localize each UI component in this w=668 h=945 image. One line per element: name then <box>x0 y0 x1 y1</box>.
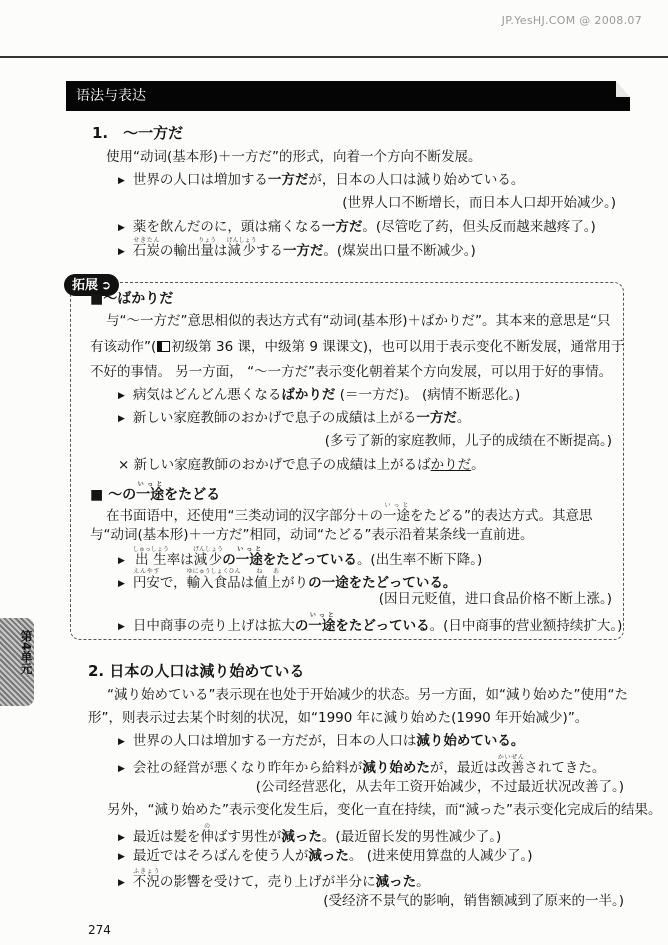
text-segment: 減り始めている。 <box>416 733 525 749</box>
header-rule <box>0 56 668 58</box>
wrong-example <box>118 455 485 475</box>
arrow-icon: ➲ <box>101 278 112 292</box>
ruby-text <box>497 754 525 776</box>
text-segment: (世界人口不断增长，而日本人口却开始减少。) <box>342 195 616 211</box>
text-segment: 1. ～一方だ <box>92 124 184 142</box>
text-segment <box>497 754 525 776</box>
example-translation <box>342 193 616 213</box>
furigana: いっと <box>383 502 410 509</box>
text-segment: 2. 日本の人口は減り始めている <box>88 662 305 680</box>
text-segment: 新しい家庭教師のおかげで息子の成績は上がる <box>132 410 417 426</box>
text-segment <box>132 237 160 259</box>
text-segment: の影響を受けて，売り上げが半分に <box>159 874 376 890</box>
text-segment <box>308 612 336 634</box>
text-segment: されてきた。 <box>524 760 606 776</box>
text-segment: 不好的事情。 另一方面， “～一方だ”表示变化朝着某个方向发展，可以用于好的事情。 <box>90 364 613 380</box>
furigana: ゆにゅうしょくひん <box>186 568 241 575</box>
text-segment: (公司经营恶化，从去年工资开始减少，不过最近状况改善了。) <box>255 779 624 795</box>
furigana: いっと <box>235 546 263 553</box>
ruby-base: 減少 <box>226 243 257 259</box>
bullet-icon: ▶ <box>118 391 125 401</box>
text-segment: 。(出生率不断下降。) <box>356 552 483 568</box>
text-segment: 最近は髪を <box>132 829 201 845</box>
text-segment: 。(日中商事的营业额持续扩大。) <box>429 618 623 634</box>
example-sentence <box>118 385 520 406</box>
text-segment: の <box>294 618 309 634</box>
bullet-icon: ▶ <box>118 764 125 774</box>
unit-side-tab <box>0 618 34 706</box>
example-sentence <box>118 868 430 893</box>
text-segment: 減った <box>308 848 349 864</box>
furigana: ふきょう <box>132 868 160 875</box>
furigana: げんしょう <box>192 546 223 553</box>
paragraph-line <box>88 708 588 728</box>
text-segment: ■ ～の <box>90 487 137 503</box>
bullet-icon: ▶ <box>118 737 125 747</box>
text-segment: 形”，则表示过去某个时刻的状况，如“1990 年に減り始めた(1990 年开始减少)”。 <box>88 710 589 726</box>
text-segment: 一方だ <box>282 243 324 259</box>
text-segment: ばかりだ <box>281 387 336 403</box>
paragraph-line <box>90 525 534 545</box>
text-segment: が，最近は <box>429 760 498 776</box>
text-segment: の一途をたどっている。 <box>308 575 457 591</box>
furigana: の <box>200 823 214 830</box>
text-segment: 会社の経営が悪くなり昨年から給料が <box>132 760 363 776</box>
text-segment <box>132 546 169 568</box>
text-segment: 一方だ <box>321 219 363 235</box>
text-segment: 初级第 36 课，中级第 9 课课文)，也可以用于表示变化不断发展，通常用于 <box>171 339 625 355</box>
watermark: JP.YesHJ.COM @ 2008.07 <box>501 14 642 27</box>
ruby-base: 石炭 <box>132 243 160 259</box>
ruby-text <box>132 868 160 890</box>
text-segment <box>136 481 165 503</box>
text-segment: 。 <box>471 457 485 473</box>
text-segment: をたどる”的表达方式。其意思 <box>410 508 593 524</box>
text-segment: 世界の人口は増加する <box>132 172 268 188</box>
text-segment: “減り始めている”表示现在也处于开始减少的状态。另一方面，如“減り始めた”使用“た <box>107 687 628 703</box>
text-segment <box>186 568 241 591</box>
ruby-base: 円安 <box>132 575 160 591</box>
ruby-text <box>383 502 410 524</box>
text-segment: 減り始めた <box>362 760 430 776</box>
example-sentence <box>118 846 533 867</box>
section-banner <box>66 81 630 111</box>
furigana: せきたん <box>132 237 160 244</box>
text-segment <box>132 868 160 890</box>
furigana: いっと <box>136 481 165 488</box>
book-icon <box>157 341 170 352</box>
text-segment: で， <box>159 575 187 591</box>
ruby-base: 減少 <box>192 552 223 568</box>
text-segment: × 新しい家庭教師のおかげで息子の成績は上がるば <box>118 457 431 473</box>
bullet-icon: ▶ <box>118 247 125 257</box>
text-segment: は <box>240 575 255 591</box>
section2-heading <box>88 661 304 681</box>
paragraph-line <box>107 800 661 820</box>
ruby-text <box>254 568 282 591</box>
example-translation <box>256 777 624 797</box>
text-segment: (多亏了新的家庭教师，儿子的成绩在不断提高。) <box>324 433 612 449</box>
ruby-text <box>132 568 160 591</box>
text-segment: ばす男性が <box>213 829 282 845</box>
furigana: りょう <box>198 237 217 244</box>
ruby-base: 伸 <box>200 829 214 845</box>
text-segment: 。(尽管吃了药，但头反而越来越疼了。) <box>362 219 596 235</box>
furigana: えんやす <box>132 568 160 575</box>
bullet-icon: ▶ <box>118 878 125 888</box>
example-sentence <box>118 170 524 191</box>
ruby-text <box>198 237 217 259</box>
section1-heading <box>92 123 183 143</box>
text-segment: 減った <box>375 874 417 890</box>
text-segment: 減った <box>281 829 322 845</box>
ruby-text <box>200 823 214 845</box>
text-segment: 。(煤炭出口量不断减少。) <box>323 243 476 259</box>
ruby-text <box>192 546 223 568</box>
ruby-base: 不況 <box>132 874 160 890</box>
ruby-text <box>226 237 257 259</box>
text-segment: 与“动词(基本形)＋一方だ”相同，动词“たどる”表示沿着某条线一直前进。 <box>90 527 534 543</box>
text-segment: の輸出 <box>159 243 201 259</box>
furigana: かいぜん <box>497 754 525 761</box>
text-segment: 与“～一方だ”意思相似的表达方式有“动词(基本形)＋ばかりだ”。其本来的意思是“只 <box>106 313 611 329</box>
text-segment: 最近ではそろばんを使う人が <box>132 848 309 864</box>
example-translation <box>379 589 612 609</box>
folded-corner-icon <box>616 81 630 97</box>
ruby-base: 輸入食品 <box>186 575 241 591</box>
ruby-text <box>235 546 263 568</box>
page-number: 274 <box>88 923 111 937</box>
text-segment: する <box>255 243 283 259</box>
example-sentence <box>118 237 476 262</box>
example-translation <box>325 431 612 451</box>
text-segment <box>132 568 160 591</box>
furigana: げんしょう <box>226 237 257 244</box>
text-segment: ■～ばかりだ <box>90 291 174 307</box>
text-segment: 世界の人口は増加する一方だが，日本の人口は <box>132 733 417 749</box>
ruby-base: 一途 <box>383 508 410 524</box>
furigana: ね あ <box>254 568 282 575</box>
text-segment: の <box>222 552 236 568</box>
furigana: いっと <box>308 612 336 619</box>
text-segment: 有该动作”( <box>90 339 157 355</box>
text-segment: 。(最近留长发的男性减少了。) <box>321 829 502 845</box>
paragraph-line <box>106 502 593 526</box>
ruby-base: 改善 <box>497 760 525 776</box>
text-segment: がり <box>281 575 309 591</box>
ruby-text <box>132 237 160 259</box>
paragraph-line <box>107 685 628 705</box>
example-sentence <box>118 217 596 238</box>
text-segment <box>383 502 410 524</box>
paragraph-line <box>90 337 624 357</box>
text-segment: (受经济不景气的影响，销售额减到了原来的一半。) <box>323 893 624 909</box>
text-segment: をたどっている <box>335 618 430 634</box>
banner-title: 语法与表达 <box>76 88 146 104</box>
text-segment: 一方だ <box>416 410 457 426</box>
badge-label: 拓展 <box>72 278 99 293</box>
text-segment: 一方だ <box>267 172 309 188</box>
ruby-base: 一途 <box>308 618 336 634</box>
example-sentence <box>118 754 605 779</box>
text-segment: かりだ <box>430 457 472 473</box>
text-segment: 。 <box>456 410 471 426</box>
bullet-icon: ▶ <box>118 579 125 589</box>
furigana: しゅっしょう <box>132 546 169 553</box>
ruby-text <box>132 546 169 568</box>
example-sentence <box>118 612 622 637</box>
ruby-base: 値上 <box>254 575 282 591</box>
text-segment: 使用“动词(基本形)＋一方だ”的形式，向着一个方向不断发展。 <box>106 149 482 165</box>
text-segment <box>254 568 282 591</box>
text-segment <box>200 823 214 845</box>
text-segment: (因日元贬值，进口食品价格不断上涨。) <box>378 591 612 607</box>
text-segment: が，日本の人口は減り始めている。 <box>308 172 525 188</box>
text-segment <box>226 237 257 259</box>
bullet-icon: ▶ <box>118 556 125 566</box>
section1-desc <box>106 147 482 167</box>
text-segment: 薬を飲んだのに，頭は痛くなる <box>132 219 322 235</box>
example-sentence <box>118 731 524 752</box>
example-sentence <box>118 408 470 429</box>
text-segment: 。 (进来使用算盘的人减少了。) <box>348 848 533 864</box>
ruby-text <box>186 568 241 591</box>
bullet-icon: ▶ <box>118 176 125 186</box>
text-segment: 率は <box>166 552 194 568</box>
bullet-icon: ▶ <box>118 223 125 233</box>
text-segment: をたどる <box>164 487 221 503</box>
sub1-title <box>90 289 173 309</box>
ruby-text <box>308 612 336 634</box>
text-segment: は <box>213 243 228 259</box>
text-segment <box>198 237 217 259</box>
ruby-base: 一途 <box>136 487 165 503</box>
example-translation <box>323 891 624 911</box>
bullet-icon: ▶ <box>118 833 125 843</box>
text-segment: (＝一方だ)。 (病情不断恶化。) <box>335 387 521 403</box>
bullet-icon: ▶ <box>118 414 125 424</box>
ruby-base: 一途 <box>235 552 263 568</box>
bullet-icon: ▶ <box>118 852 125 862</box>
bullet-icon: ▶ <box>118 622 125 632</box>
paragraph-line <box>106 311 611 331</box>
text-segment <box>192 546 223 568</box>
paragraph-line <box>90 362 612 382</box>
text-segment: をたどっている <box>262 552 357 568</box>
text-segment: 。 <box>416 874 430 890</box>
ruby-text <box>136 481 165 503</box>
ruby-base: 量 <box>198 243 217 259</box>
text-segment <box>235 546 263 568</box>
ruby-base: 出生 <box>132 552 169 568</box>
unit-label: 第4单元 <box>19 630 33 675</box>
text-segment: 病気はどんどん悪くなる <box>132 387 282 403</box>
text-segment: 日中商事の売り上げは拡大 <box>132 618 295 634</box>
text-segment: 在书面语中，还使用“三类动词的汉字部分＋の <box>106 508 383 524</box>
text-segment: 另外，“減り始めた”表示变化发生后，变化一直在持续，而“減った”表示变化完成后的结果。 <box>107 802 662 818</box>
example-sentence <box>118 823 501 848</box>
